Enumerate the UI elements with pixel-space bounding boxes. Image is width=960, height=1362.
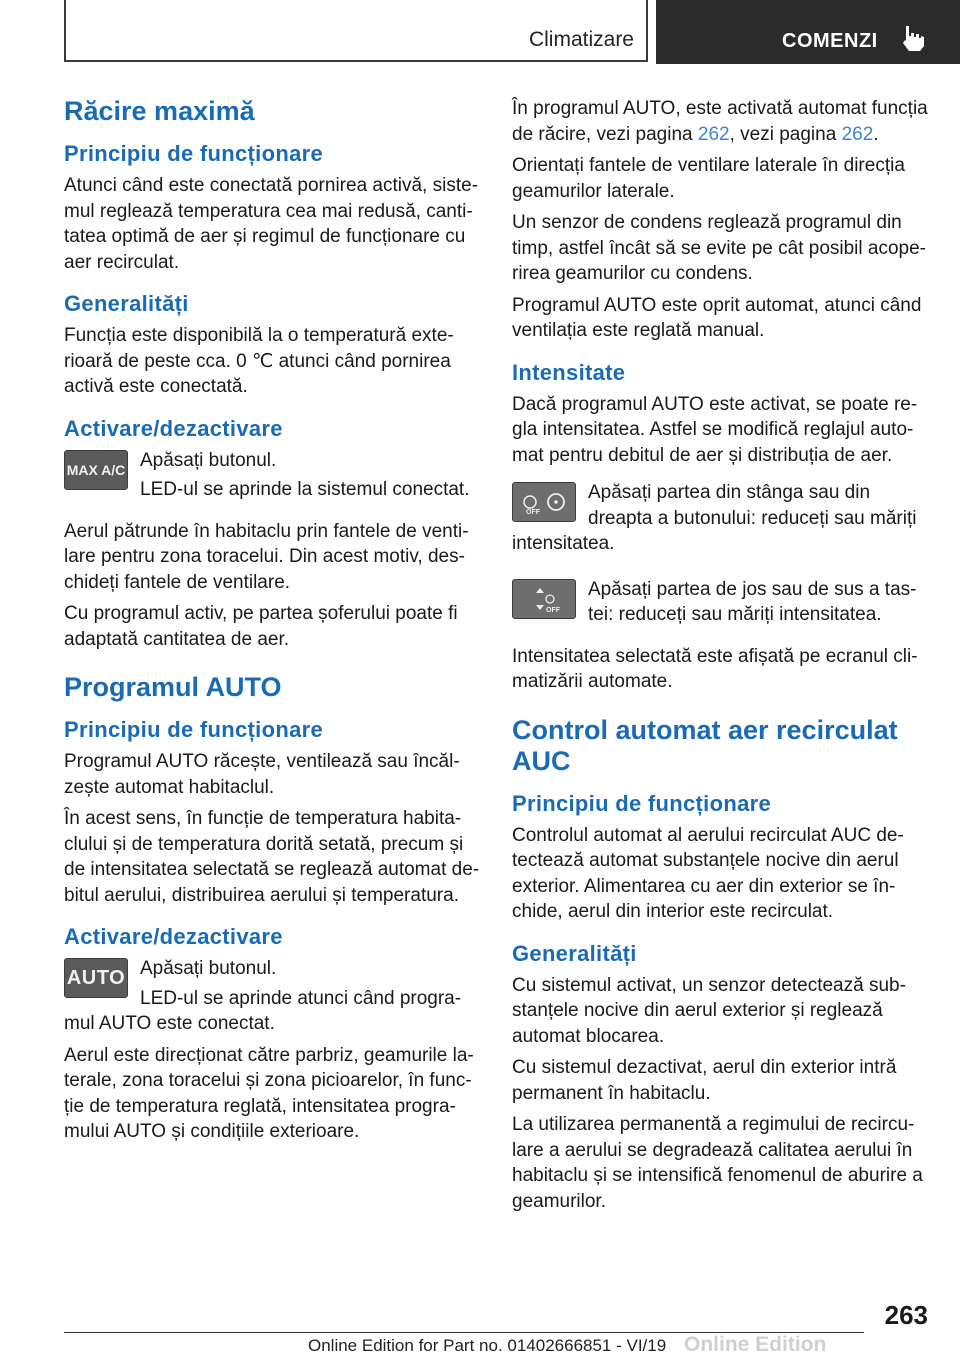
fan-icon [516, 487, 572, 517]
heading-principiu: Principiu de funcționare [64, 717, 324, 742]
paragraph: Apăsați partea din stânga sau din dreapta a butonului: reduceți sau măriți intensitatea. [512, 482, 917, 554]
section-label: Climatizare [528, 28, 634, 51]
max-ac-button-icon: MAX A/C [64, 450, 128, 490]
paragraph: Cu programul activ, pe partea șoferului poate fi adaptată cantitatea de aer. [64, 603, 458, 650]
left-column [64, 96, 480, 1151]
svg-text:OFF: OFF [546, 606, 560, 614]
paragraph: Dacă programul AUTO este activat, se poate regla intensitatea. Astfel se modifică reglajul automat pentru debitul de aer și distribuția de aer. [512, 393, 918, 466]
auto-button-icon: AUTO [64, 958, 128, 998]
paragraph: Apăsați butonul. [140, 958, 277, 979]
heading-activare: Activare/dezactivare [64, 415, 283, 441]
section-tab [64, 0, 648, 62]
instruction-block [512, 577, 928, 632]
instruction-block [64, 956, 480, 1037]
heading-principiu: Principiu de funcționare [64, 141, 324, 166]
paragraph: Intensitatea selectată este afișată pe ecranul climatizării automate. [512, 645, 918, 692]
paragraph: Aerul pătrunde în habitaclu prin fantele de ventilare pentru zona toracelui. Din acest motiv, deschideți fantele de ventilare. [64, 520, 469, 593]
page-link[interactable]: 262 [841, 123, 874, 145]
page-link[interactable]: 262 [697, 123, 730, 145]
heading-generalitati: Generalități [64, 291, 189, 316]
right-column [512, 96, 928, 1220]
paragraph: În programul AUTO, este activată automat funcția de răcire, vezi pagina 262, vezi pagina 262. [512, 98, 928, 145]
paragraph: Funcția este disponibilă la o temperatură exterioară de peste cca. 0 ℃ atunci când pornirea activă este conectată. [64, 325, 454, 397]
watermark: Online Edition [684, 1333, 827, 1356]
instruction-block [512, 480, 928, 561]
chapter-tab [656, 0, 960, 64]
up-down-fan-icon [516, 584, 572, 614]
paragraph: Programul AUTO răcește, ventilează sau încălzește automat habitaclul. [64, 751, 460, 798]
paragraph: La utilizarea permanentă a regimului de recirculare a aerului se degradează calitatea aerului în habitaclu și se intensifică fenomenul de aburire a geamurilor. [512, 1114, 923, 1212]
paragraph: LED-ul se aprinde la sistemul conectat. [140, 479, 470, 500]
paragraph: În acest sens, în funcție de temperatura habitaclului și de temperatura dorită setată, precum și de intensitatea selectată se reglează automat debitul aerului, distribuirea aerului și temperatura. [64, 808, 480, 906]
heading-principiu: Principiu de funcționare [512, 790, 772, 816]
heading-programul-auto: Programul AUTO [64, 672, 282, 702]
page-number: 263 [884, 1300, 928, 1330]
heading-activare: Activare/dezactivare [64, 924, 283, 949]
edition-text: Online Edition for Part no. 01402666851 - VI/19 [308, 1336, 667, 1355]
paragraph: Programul AUTO este oprit automat, atunci când ventilația este reglată manual. [512, 294, 922, 341]
paragraph: Un senzor de condens reglează programul din timp, astfel încât să se evite pe cât posibil acoperirea geamurilor cu condens. [512, 212, 926, 284]
paragraph: Cu sistemul dezactivat, aerul din exterior intră permanent în habitaclu. [512, 1057, 897, 1104]
heading-intensitate: Intensitate [512, 359, 626, 385]
heading-racire-maxima: Răcire maximă [64, 96, 255, 126]
paragraph: Orientați fantele de ventilare laterale în direcția geamurilor laterale. [512, 155, 905, 202]
paragraph: Apăsați partea de jos sau de sus a tastei: reduceți sau măriți intensitatea. [588, 578, 917, 625]
paragraph: Atunci când este conectată pornirea activă, sistemul reglează temperatura cea mai redusă, cantitatea optimă de aer și regimul de funcționare cu aer recirculat. [64, 175, 479, 273]
page-header [64, 0, 960, 66]
paragraph: Controlul automat al aerului recirculat AUC detectează automat substanțele nocive din aerul exterior. Alimentarea cu aer din exterior se închide, aerul din interior este recirculat. [512, 824, 904, 922]
instruction-block [64, 448, 480, 507]
paragraph: Apăsați butonul. [140, 449, 277, 471]
chapter-label: COMENZI [782, 30, 878, 52]
pointing-hand-icon [900, 24, 926, 52]
paragraph: Cu sistemul activat, un senzor detectează substanțele nocive din aerul exterior și reglează automat blocarea. [512, 974, 906, 1047]
svg-text:OFF: OFF [526, 509, 540, 516]
paragraph: LED-ul se aprinde atunci când programul AUTO este conectat. [64, 987, 462, 1034]
up-down-intensity-button-icon [512, 579, 576, 619]
fan-intensity-button-icon [512, 482, 576, 522]
heading-control-auc: Control automat aer recirculat AUC [512, 714, 898, 776]
paragraph: Aerul este direcționat către parbriz, geamurile laterale, zona toracelui și zona picioarelor, în funcție de temperatura reglată, intensitatea programului AUTO și condițiile exterioare. [64, 1044, 474, 1142]
heading-generalitati: Generalități [512, 940, 637, 966]
